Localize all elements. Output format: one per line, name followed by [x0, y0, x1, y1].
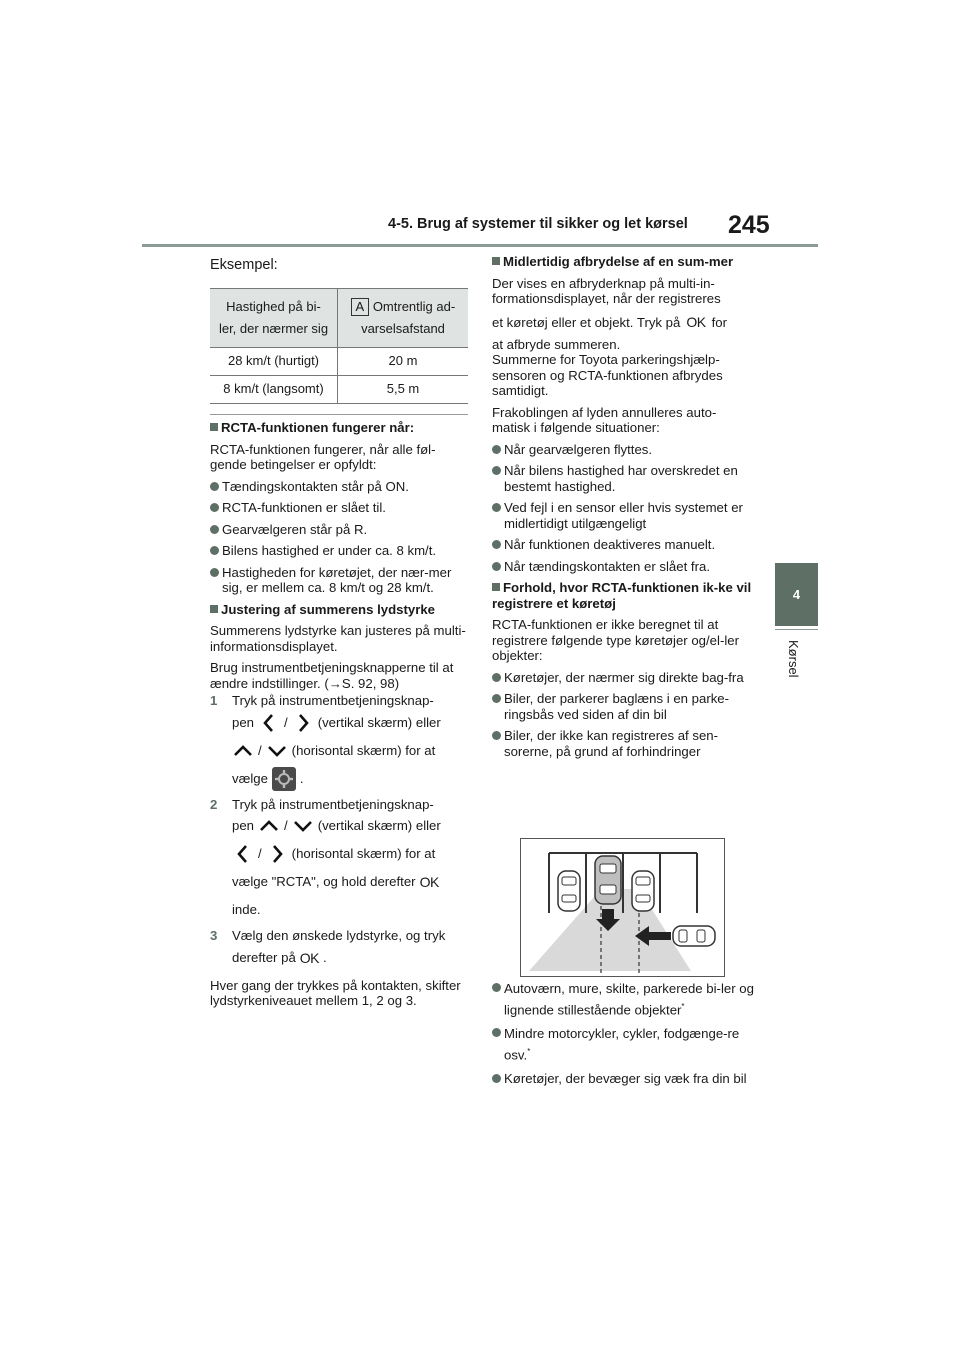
distance-table	[210, 288, 468, 404]
list-item: Køretøjer, der bevæger sig væk fra din bil	[492, 1071, 754, 1087]
mute-paragraph: at afbryde summeren.	[492, 336, 621, 352]
ok-icon: OK	[419, 874, 439, 890]
rcta-intro: RCTA-funktionen fungerer, når alle føl-gende betingelser er opfyldt:	[210, 441, 436, 472]
car-icon	[595, 856, 621, 904]
settings-gear-icon	[272, 767, 296, 791]
step-1-line: / (horisontal skærm) for at	[232, 737, 472, 765]
table-header-row	[210, 288, 468, 347]
section-title: 4-5. Brug af systemer til sikker og let kørsel	[388, 216, 688, 232]
right-column-tail	[492, 980, 754, 1092]
header-rule	[142, 244, 818, 247]
step-3: 3 Vælg den ønskede lydstyrke, og tryk	[210, 928, 446, 943]
chevron-down-icon	[292, 815, 314, 837]
ok-icon: OK	[299, 949, 320, 966]
example-label: Eksempel:	[210, 257, 278, 273]
chevron-left-icon	[232, 843, 254, 865]
step-1-line: vælge .	[232, 765, 472, 793]
list-item: Hastigheden for køretøjet, der nær-mer sig, er mellem ca. 8 km/t og 28 km/t.	[210, 565, 472, 596]
list-item: Tændingskontakten står på ON.	[210, 479, 472, 495]
chevron-down-icon	[266, 740, 288, 762]
volume-heading: Justering af summerens lydstyrke	[210, 602, 472, 618]
list-item: Ved fejl i en sensor eller hvis systemet er midlertidigt utilgængeligt	[492, 500, 754, 531]
rcta-heading: RCTA-funktionen fungerer når:	[210, 420, 472, 436]
conditions-intro: RCTA-funktionen er ikke beregnet til at registrere følgende type køretøjer og/el-ler objekter:	[492, 617, 739, 663]
left-column	[210, 258, 472, 404]
car-icon	[632, 871, 654, 911]
chevron-left-icon	[258, 712, 280, 734]
tab-divider	[775, 629, 818, 630]
chevron-right-icon	[292, 712, 314, 734]
volume-paragraph: Brug instrumentbetjeningsknapperne til at ændre indstillinger. (→S. 92, 98)	[210, 660, 454, 691]
chapter-tab	[775, 563, 818, 626]
list-item: Autoværn, mure, skilte, parkerede bi-ler og lignende stillestående objekter*	[492, 980, 754, 1019]
step-3-line: derefter på OK .	[232, 944, 472, 972]
list-item: Mindre motorcykler, cykler, fodgænge-re osv.*	[492, 1025, 754, 1064]
list-item: Når tændingskontakten er slået fra.	[492, 559, 754, 575]
page-number: 245	[728, 211, 770, 239]
list-item: Køretøjer, der nærmer sig direkte bag-fra	[492, 670, 754, 686]
list-item: RCTA-funktionen er slået til.	[210, 500, 472, 516]
chevron-up-icon	[258, 815, 280, 837]
list-item: Når bilens hastighed har overskredet en bestemt hastighed.	[492, 463, 754, 494]
car-icon	[673, 926, 715, 946]
speed-header: Hastighed på bi- ler, der nærmer sig	[210, 288, 338, 347]
list-item: Når funktionen deaktiveres manuelt.	[492, 537, 754, 553]
chapter-label: Kørsel	[786, 640, 801, 678]
step-2-line: inde.	[232, 902, 261, 917]
right-column	[492, 254, 754, 765]
list-item: Biler, der parkerer baglæns i en parke-ringsbås ved siden af din bil	[492, 691, 754, 722]
mute-heading: Midlertidig afbrydelse af en sum-mer	[492, 254, 754, 270]
list-item: Når gearvælgeren flyttes.	[492, 442, 754, 458]
step-1: 1 Tryk på instrumentbetjeningsknap-	[210, 693, 434, 708]
car-icon	[558, 871, 580, 911]
closing-paragraph: Hver gang der trykkes på kontakten, skifter lydstyrkeniveauet mellem 1, 2 og 3.	[210, 977, 461, 1008]
step-2: 2 Tryk på instrumentbetjeningsknap-	[210, 796, 434, 812]
list-item: Biler, der ikke kan registreres af sen-sorerne, på grund af forhindringer	[492, 728, 754, 759]
table-row: 8 km/t (langsomt) 5,5 m	[210, 375, 468, 403]
step-2-line: / (horisontal skærm) for at	[232, 840, 472, 868]
mute-paragraph: Summerne for Toyota parkeringshjælp-sensoren og RCTA-funktionen afbrydes samtidigt.	[492, 352, 723, 398]
section-separator	[210, 414, 468, 415]
diagram-marker-a: A	[351, 298, 369, 316]
chevron-right-icon	[266, 843, 288, 865]
step-2-line: vælge "RCTA", og hold derefter OK	[232, 868, 472, 896]
mute-paragraph: et køretøj eller et objekt. Tryk på OK for	[492, 313, 727, 330]
parking-diagram	[520, 838, 725, 977]
chevron-up-icon	[232, 740, 254, 762]
conditions-heading: Forhold, hvor RCTA-funktionen ik-ke vil registrere et køretøj	[492, 580, 752, 611]
left-column-body	[210, 420, 472, 1015]
list-item: Gearvælgeren står på R.	[210, 522, 472, 538]
distance-header: A Omtrentlig ad- varselsafstand	[338, 288, 469, 347]
mute-paragraph: Frakoblingen af lyden annulleres auto-matisk i følgende situationer:	[492, 404, 717, 435]
mute-paragraph: Der vises en afbryderknap på multi-in-formationsdisplayet, når der registreres	[492, 275, 721, 306]
ok-icon: OK	[686, 313, 706, 330]
table-row: 28 km/t (hurtigt) 20 m	[210, 347, 468, 375]
chapter-number: 4	[792, 587, 801, 602]
volume-paragraph: Summerens lydstyrke kan justeres på multi-informationsdisplayet.	[210, 623, 466, 654]
step-2-line: pen / (vertikal skærm) eller	[232, 812, 472, 840]
list-item: Bilens hastighed er under ca. 8 km/t.	[210, 543, 472, 559]
step-1-line: pen / (vertikal skærm) eller	[232, 709, 472, 737]
